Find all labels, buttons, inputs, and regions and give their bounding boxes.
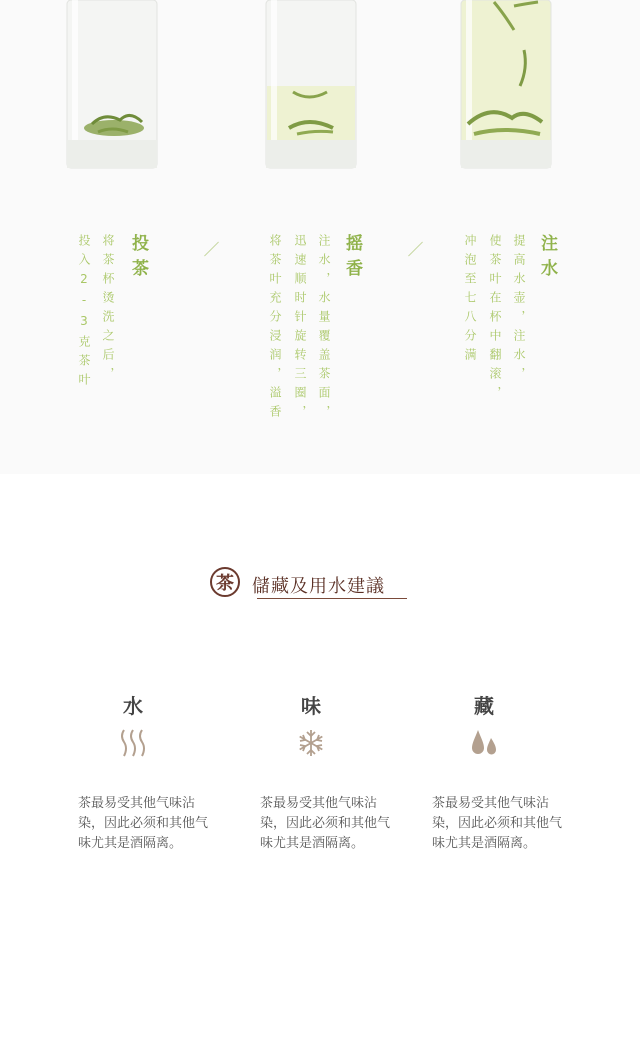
tip-title: 藏 [474,694,494,718]
tip-title: 水 [123,694,143,718]
tip-card-water [78,690,208,880]
water-drops-icon [419,728,549,762]
tea-seal-logo: 茶 [210,567,240,597]
brewing-steps-section [0,0,640,474]
step-text: 使茶叶在杯中翻滚， [488,234,502,405]
tip-card-smell [260,690,390,880]
step-text: 投入2-3克茶叶 [77,234,91,392]
divider-slash [408,242,423,257]
steam-icon [68,728,198,762]
step-title-tou-cha: 投茶 [128,234,148,284]
step-text: 将茶叶充分浸润，溢香 [268,234,282,424]
section-title: 儲藏及用水建議 [252,576,385,597]
storage-section-header [210,566,410,606]
tip-text: 茶最易受其他气味沾染，因此必须和其他气味尤其是酒隔离。 [78,796,209,851]
tip-text: 茶最易受其他气味沾染，因此必须和其他气味尤其是酒隔离。 [260,796,391,851]
step-text: 迅速顺时针旋转三圈， [293,234,307,424]
snowflake-icon [246,728,376,762]
tea-glass-full-water-image [458,0,554,172]
tea-glass-half-water-image [263,0,359,172]
step-text: 将茶杯烫洗之后， [101,234,115,386]
tea-glass-empty-image [64,0,160,172]
tip-title: 味 [301,694,321,718]
step-text: 提高水壶，注水， [512,234,526,386]
tip-text: 茶最易受其他气味沾染，因此必须和其他气味尤其是酒隔离。 [432,796,563,851]
step-title-yao-xiang: 摇香 [342,234,362,284]
title-underline [257,598,407,599]
divider-slash [204,242,219,257]
tip-card-storage [432,690,562,880]
step-text: 冲泡至七八分满 [463,234,477,367]
step-text: 注水，水量覆盖茶面， [317,234,331,424]
step-title-zhu-shui: 注水 [537,234,557,284]
